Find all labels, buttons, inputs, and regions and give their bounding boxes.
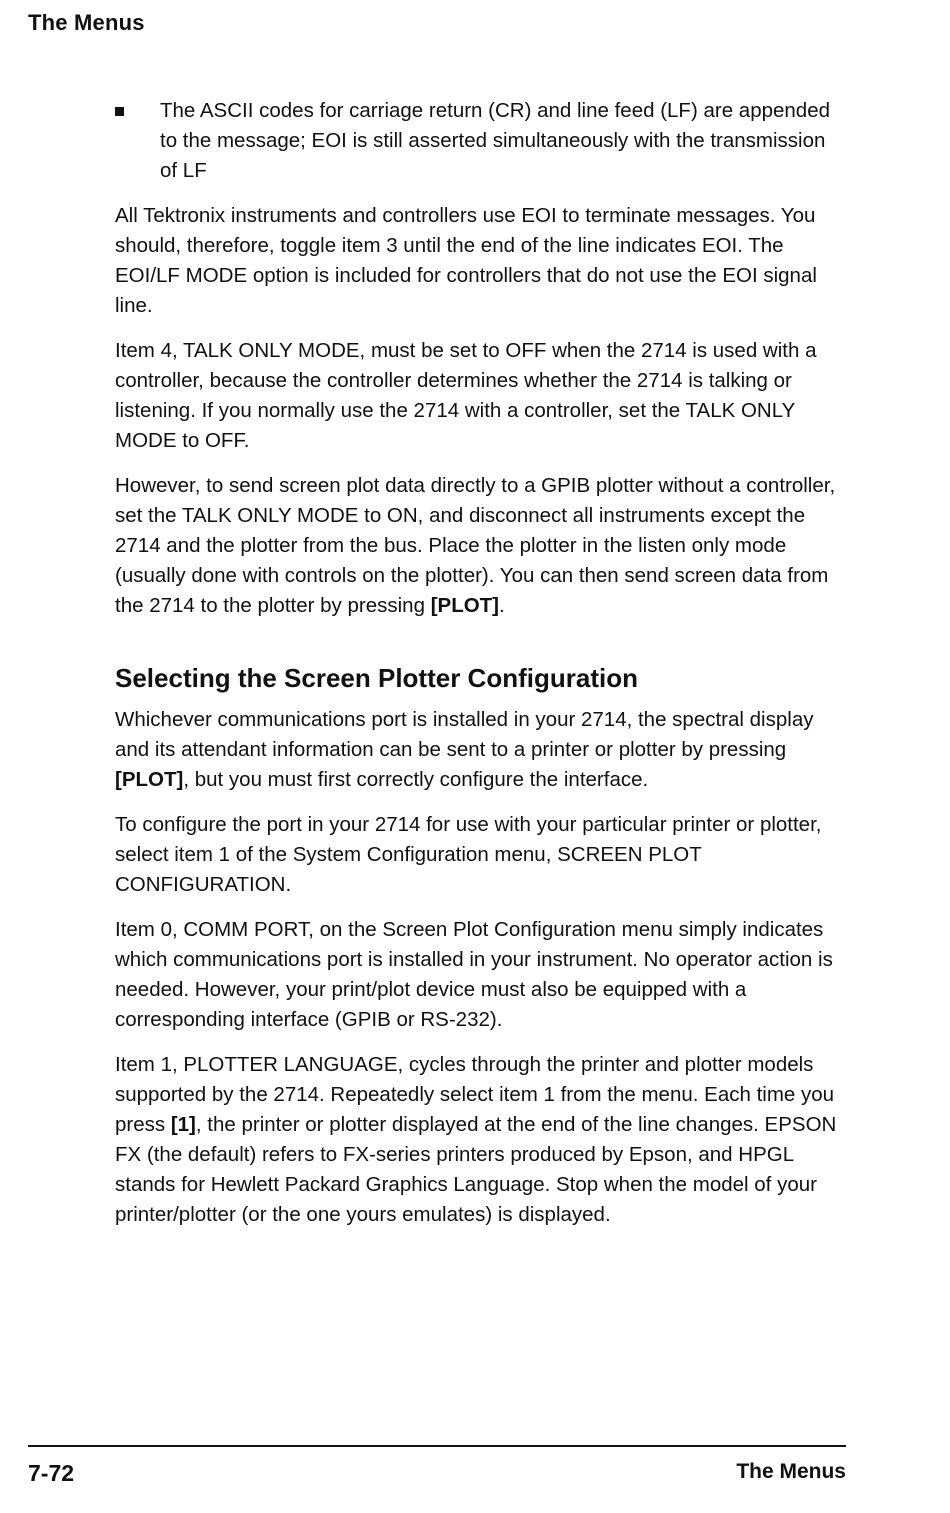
running-footer: The Menus [736,1460,846,1483]
page-body [115,96,845,1245]
bullet-text: The ASCII codes for carriage return (CR) and line feed (LF) are appended to the message; EOI is still asserted simultaneously with the transmission of LF [160,99,831,182]
paragraph-item-1-plotter-language [115,1050,845,1230]
paragraph-comm-port-plot [115,705,845,795]
paragraph-configure-port: To configure the port in your 2714 for use with your particular printer or plotter, select item 1 of the System Configuration menu, SCREEN PLOT CONFIGURATION. [115,813,822,896]
running-header: The Menus [28,10,145,35]
paragraph-text-end: , but you must first correctly configure the interface. [183,768,649,791]
paragraph-item-0-comm-port: Item 0, COMM PORT, on the Screen Plot Configuration menu simply indicates which communications port is installed in your instrument. No operator action is needed. However, your print/plot device must also be equipped with a corresponding interface (GPIB or RS-232). [115,918,833,1031]
key-1-label: [1] [170,1113,196,1136]
footer-divider [28,1445,846,1447]
paragraph-talk-only-mode: Item 4, TALK ONLY MODE, must be set to OFF when the 2714 is used with a controller, because the controller determines whether the 2714 is talking or listening. If you normally use the 2714 with a controller, set the TALK ONLY MODE to OFF. [115,339,817,452]
paragraph-eoi-termination: All Tektronix instruments and controllers use EOI to terminate messages. You should, therefore, toggle item 3 until the end of the line indicates EOI. The EOI/LF MODE option is included for controllers that do not use the EOI signal line. [115,204,817,317]
paragraph-text-end: , the printer or plotter displayed at the end of the line changes. EPSON FX (the default) refers to FX-series printers produced by Epson, and HPGL stands for Hewlett Packard Graphics Language. Stop when the model of your printer/plotter (or the one yours emulates) is displayed. [115,1113,837,1226]
plot-key-label: [PLOT] [430,594,500,617]
square-bullet-icon [115,107,124,116]
bullet-list-item [115,96,845,186]
paragraph-text: However, to send screen plot data directly to a GPIB plotter without a controller, set the TALK ONLY MODE to ON, and disconnect all instruments except the 2714 and the plotter from the bus. Place the plotter in the listen only mode (usually done with controls on the plotter). You can then send screen data from the 2714 to the plotter by pressing [115,474,836,617]
paragraph-text: Item 1, PLOTTER LANGUAGE, cycles through the printer and plotter models supported by the 2714. Repeatedly select item 1 from the menu. Each time you press [115,1053,835,1136]
paragraph-text-end: . [499,594,505,617]
plot-key-label: [PLOT] [115,768,184,791]
paragraph-gpib-plotter [115,471,845,621]
page-number: 7-72 [28,1460,75,1486]
section-heading: Selecting the Screen Plotter Configuration [115,663,638,693]
paragraph-text: Whichever communications port is installed in your 2714, the spectral display and its attendant information can be sent to a printer or plotter by pressing [115,708,814,761]
